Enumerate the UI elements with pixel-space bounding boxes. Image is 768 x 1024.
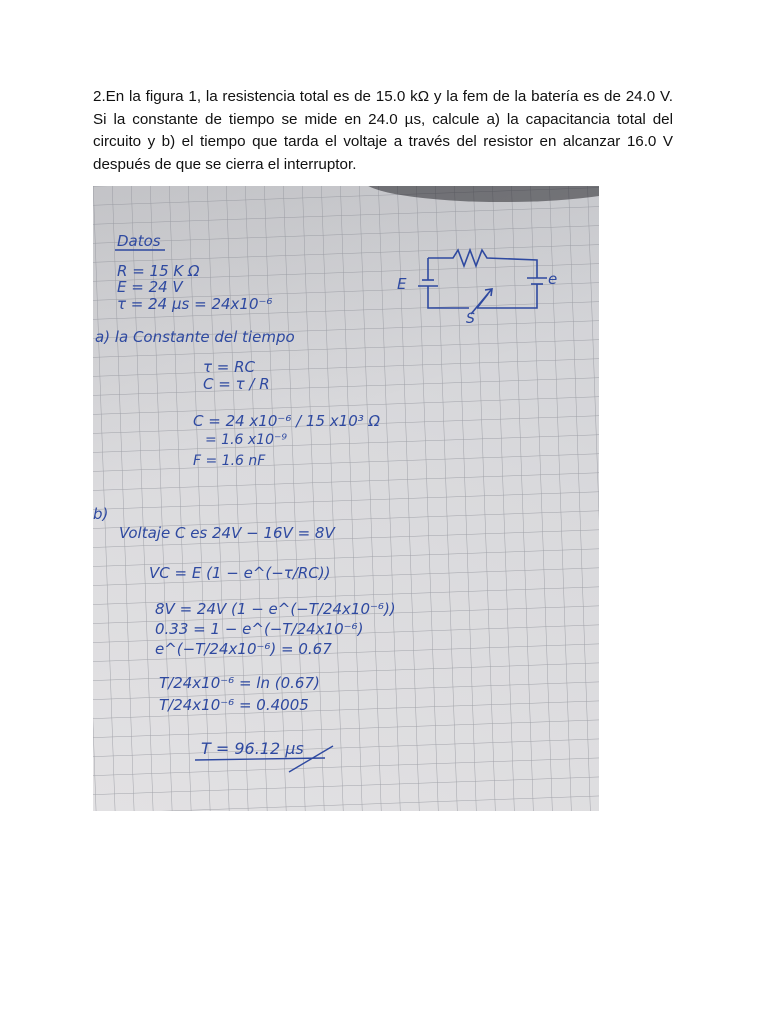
part-a-line-5: F = 1.6 nF xyxy=(193,453,266,469)
given-r: R = 15 K Ω xyxy=(117,262,200,280)
part-b-line-3: 8V = 24V (1 − e^(−T/24x10⁻⁶)) xyxy=(155,600,396,618)
circuit-label-e-left: E xyxy=(397,275,407,293)
part-b-line-7: T/24x10⁻⁶ = 0.4005 xyxy=(159,696,309,714)
notebook-grid-svg xyxy=(93,186,599,811)
given-e: E = 24 V xyxy=(117,278,183,296)
part-a-line-3: C = 24 x10⁻⁶ / 15 x10³ Ω xyxy=(193,412,380,430)
part-b-line-6: T/24x10⁻⁶ = ln (0.67) xyxy=(159,674,320,692)
part-b-line-1: Voltaje C es 24V − 16V = 8V xyxy=(119,524,335,542)
part-b-label: b) xyxy=(93,505,109,523)
part-a-line-4: = 1.6 x10⁻⁹ xyxy=(205,432,287,448)
given-tau: τ = 24 µs = 24x10⁻⁶ xyxy=(117,295,273,313)
circuit-label-switch: S xyxy=(466,311,475,327)
part-b-line-4: 0.33 = 1 − e^(−T/24x10⁻⁶) xyxy=(155,620,364,638)
part-a-heading: a) la Constante del tiempo xyxy=(95,328,295,346)
part-a-line-1: τ = RC xyxy=(203,358,256,376)
part-b-line-2: VC = E (1 − e^(−τ/RC)) xyxy=(149,564,331,582)
handwritten-solution-photo xyxy=(93,186,599,811)
problem-statement: 2.En la figura 1, la resistencia total es de 15.0 kΩ y la fem de la batería es de 24.0 V. Si la constante de tiempo se mide en 24.0 µs, calcule a) la capacitancia total del circuito y b) el tiempo que tarda el voltaje a través del resistor en alcanzar 16.0 V después de que se cierra el interruptor. xyxy=(93,88,673,173)
circuit-label-e-right: e xyxy=(548,270,558,288)
datos-heading: Datos xyxy=(117,232,161,250)
part-b-line-5: e^(−T/24x10⁻⁶) = 0.67 xyxy=(155,640,332,658)
part-a-line-2: C = τ / R xyxy=(203,375,270,393)
part-b-result: T = 96.12 µs xyxy=(201,739,304,758)
